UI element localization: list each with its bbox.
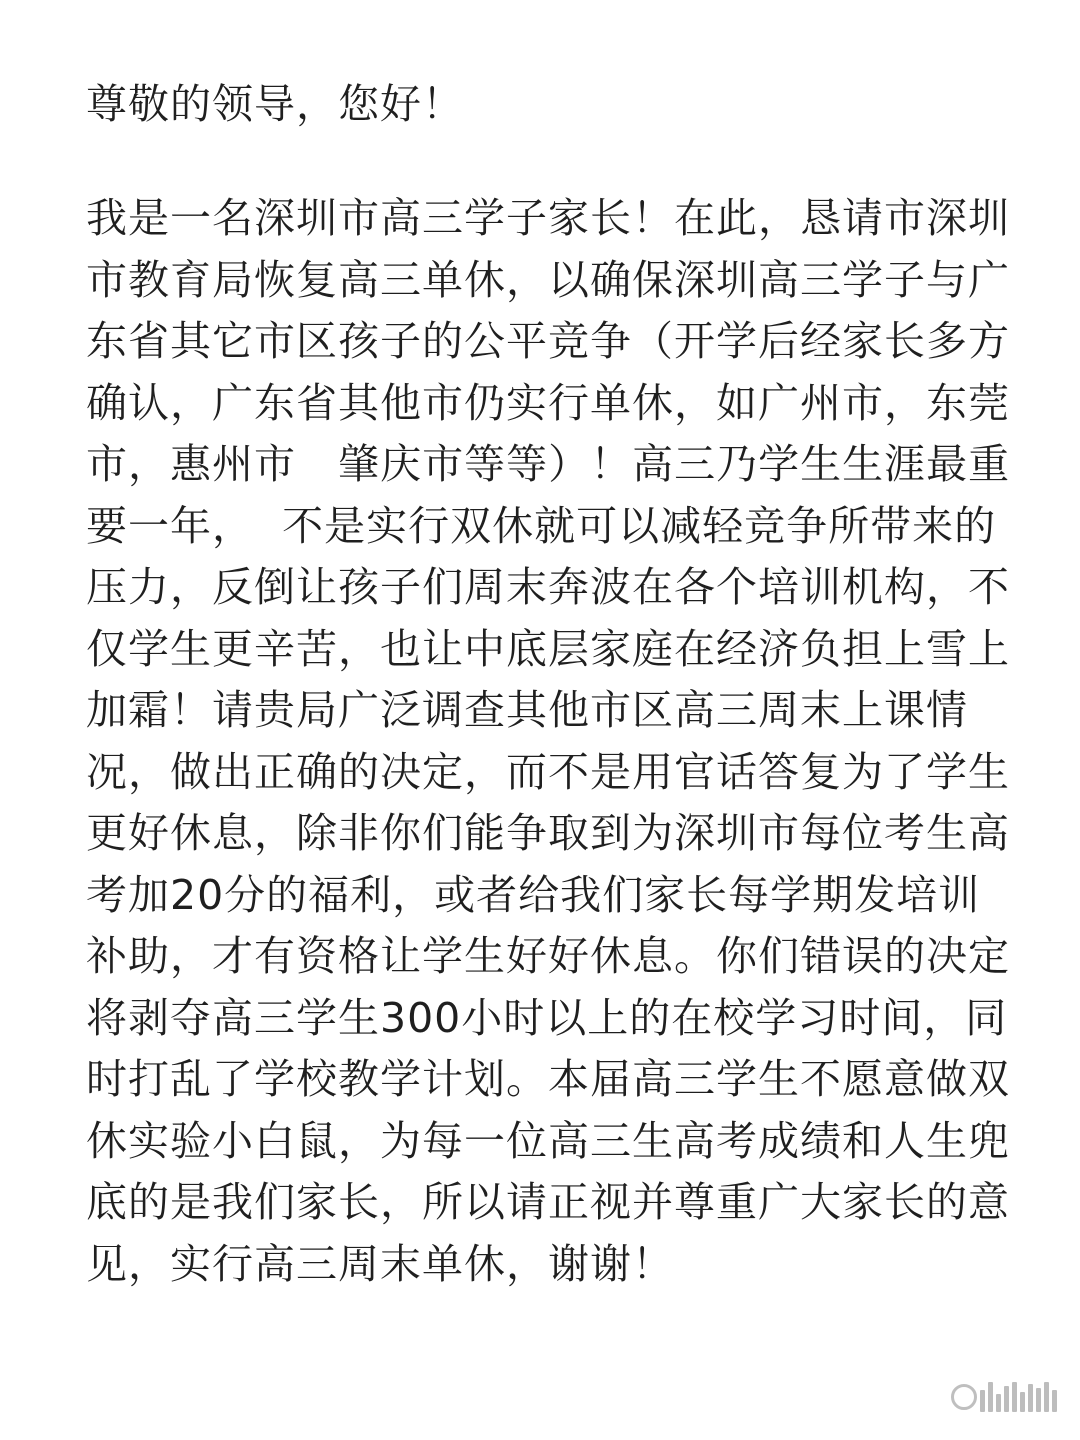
letter-line: 确认，广东省其他市仍实行单休，如广州市，东莞 <box>86 378 1010 427</box>
letter-line: 补助，才有资格让学生好好休息。你们错误的决定 <box>86 932 1010 980</box>
letter-line: 市教育局恢复高三单休，以确保深圳高三学子与广 <box>86 255 1010 304</box>
watermark-bars-icon <box>980 1382 1060 1412</box>
letter-line: 底的是我们家长，所以请正视并尊重广大家长的意 <box>86 1178 1010 1226</box>
letter-body <box>86 188 1010 1295</box>
letter-greeting: 尊敬的领导，您好！ <box>86 80 464 128</box>
letter-line: 东省其它市区孩子的公平竞争（开学后经家长多方 <box>86 317 1010 365</box>
letter-line: 时打乱了学校教学计划。本届高三学生不愿意做双 <box>86 1055 1010 1103</box>
watermark-circle-icon <box>951 1384 977 1410</box>
letter-line: 仅学生更辛苦，也让中底层家庭在经济负担上雪上 <box>86 624 1010 673</box>
letter-line: 考加20分的福利，或者给我们家长每学期发培训 <box>86 870 981 919</box>
letter-line: 要一年， 不是实行双休就可以减轻竞争所带来的 <box>86 501 997 550</box>
letter-line: 休实验小白鼠，为每一位高三生高考成绩和人生兜 <box>86 1116 1010 1165</box>
platform-watermark-icon <box>951 1382 1060 1412</box>
letter-line: 压力，反倒让孩子们周末奔波在各个培训机构，不 <box>86 563 1010 611</box>
letter-line: 我是一名深圳市高三学子家长！在此，恳请市深圳 <box>86 194 1010 242</box>
letter-line: 更好休息，除非你们能争取到为深圳市每位考生高 <box>86 809 1010 857</box>
letter-line: 将剥夺高三学生300小时以上的在校学习时间，同 <box>86 993 1008 1042</box>
letter-line: 市，惠州市 肇庆市等等）！高三乃学生生涯最重 <box>86 440 1011 488</box>
letter-line: 加霜！请贵局广泛调查其他市区高三周末上课情 <box>86 686 968 734</box>
letter-line: 况，做出正确的决定，而不是用官话答复为了学生 <box>86 747 1010 796</box>
letter-line: 见，实行高三周末单休，谢谢！ <box>86 1239 674 1288</box>
